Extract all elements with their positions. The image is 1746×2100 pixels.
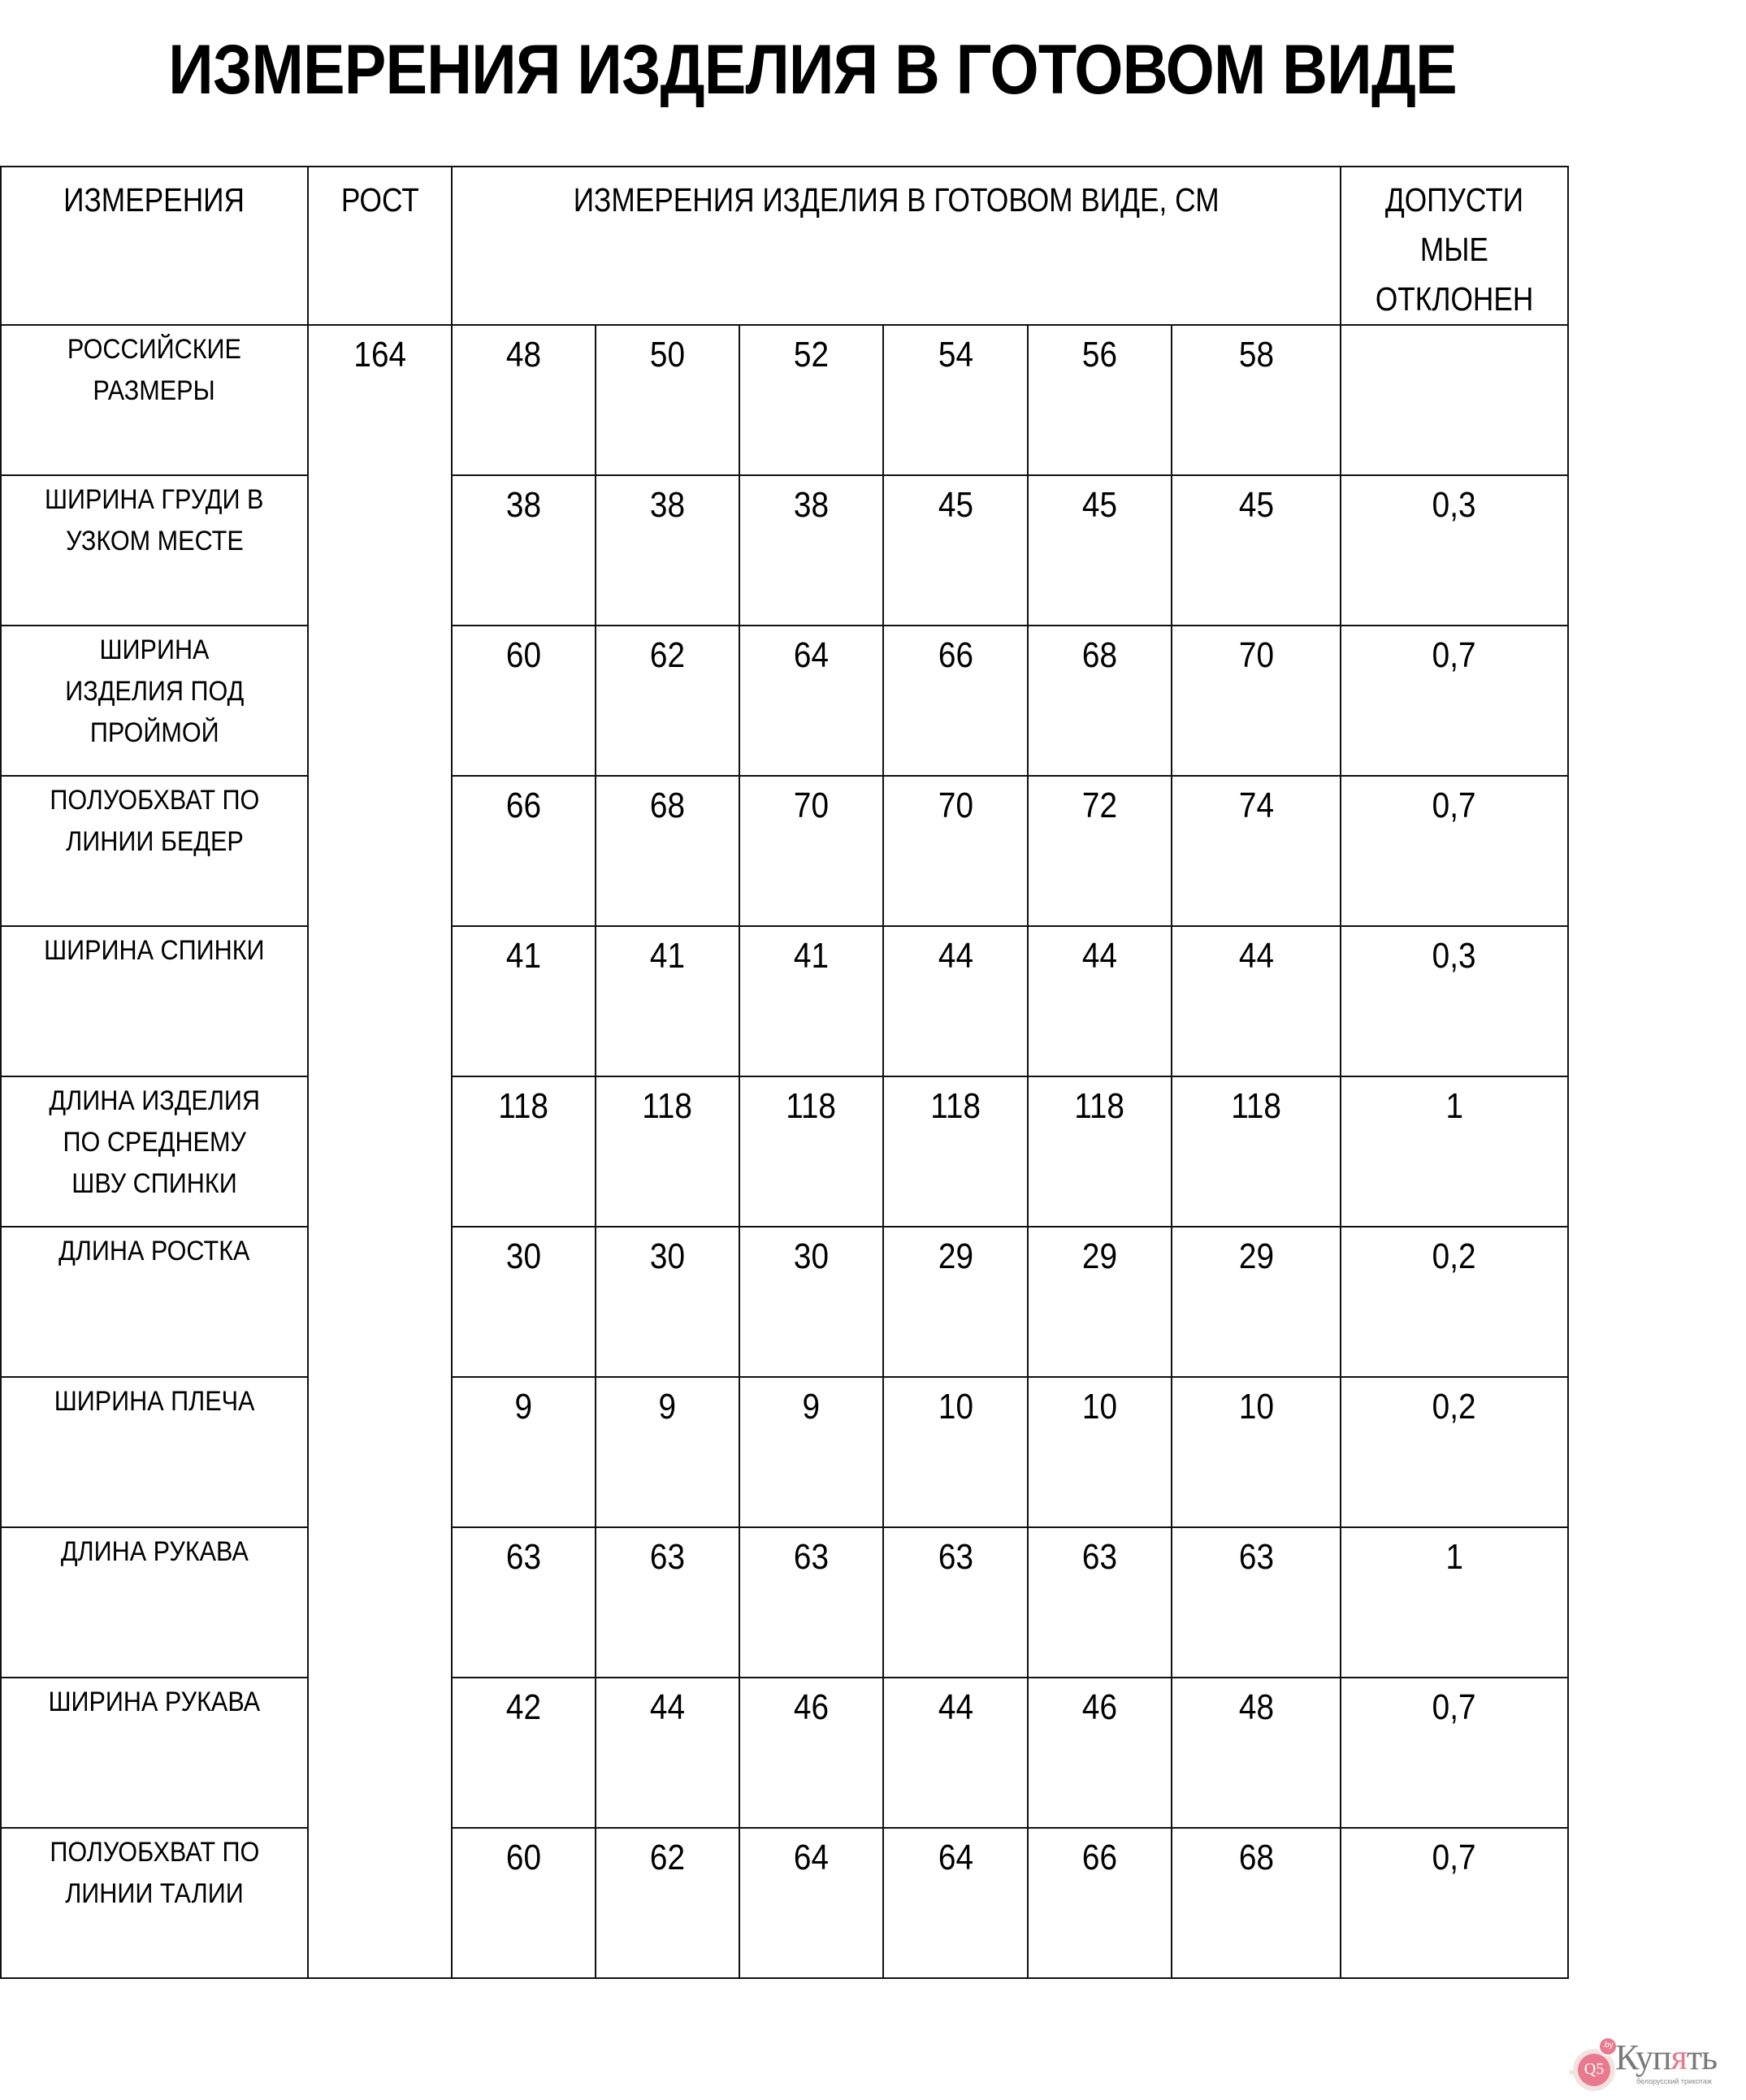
tolerance-value: 0,7 [1432,1838,1476,1877]
row-label [1,475,308,626]
tolerance-cell [1341,776,1568,926]
size-value: 10 [1238,1387,1274,1427]
size-value-cell [883,1377,1028,1527]
size-value-cell [452,626,596,776]
size-value: 70 [938,786,973,825]
header-height-text: РОСТ [340,181,419,219]
row-label-line: ИЗДЕЛИЯ ПОД [64,676,245,707]
size-value-cell [1172,776,1341,926]
row-label-line: ШВУ СПИНКИ [71,1168,237,1199]
size-value-cell [739,325,883,475]
size-value-cell [739,1527,883,1678]
tolerance-cell [1341,325,1568,475]
size-value: 38 [505,485,542,525]
size-value: 63 [649,1537,686,1577]
size-value: 64 [938,1838,973,1877]
header-tolerance-line: ОТКЛОНЕН [1375,280,1534,318]
size-value: 63 [1238,1537,1274,1577]
size-value: 68 [649,786,686,825]
size-value-cell [596,926,739,1076]
size-value: 10 [938,1387,973,1427]
size-value: 45 [938,485,973,525]
size-value: 54 [938,335,973,375]
size-value-cell [596,1227,739,1377]
size-value: 63 [505,1537,542,1577]
size-value: 45 [1081,485,1118,525]
table-row [1,926,1568,1076]
size-value-cell [452,1678,596,1828]
size-value: 48 [505,335,542,375]
size-value-cell [1028,1076,1172,1227]
size-value-cell [596,776,739,926]
size-value: 41 [505,936,542,976]
size-value-cell [883,1678,1028,1828]
header-tolerance [1341,167,1568,325]
page-title [81,31,1544,109]
tolerance-cell [1341,475,1568,626]
size-value-cell [452,776,596,926]
size-value: 9 [802,1387,821,1427]
header-height [308,167,452,325]
brand-logo [1568,2035,1739,2094]
size-value: 44 [649,1687,686,1727]
size-value-cell [883,626,1028,776]
size-value: 30 [793,1236,830,1276]
size-value-cell [1028,1678,1172,1828]
size-value-cell [1172,1678,1341,1828]
size-value-cell [739,1828,883,1978]
size-value-cell [452,1828,596,1978]
size-value-cell [1028,475,1172,626]
row-label-line: ДЛИНА РОСТКА [58,1236,250,1266]
logo-mark-text: Q5 [1584,2060,1605,2078]
size-value-cell [739,475,883,626]
size-value-cell [883,475,1028,626]
tolerance-cell [1341,1527,1568,1678]
tolerance-value: 0,3 [1432,485,1476,525]
row-label [1,1828,308,1978]
table-row [1,1527,1568,1678]
size-value: 118 [642,1086,693,1126]
tolerance-cell [1341,926,1568,1076]
row-label-line: ЛИНИИ БЕДЕР [65,826,244,857]
size-value-cell [452,475,596,626]
size-value-cell [739,1678,883,1828]
size-value-cell [1172,1227,1341,1377]
size-value: 46 [793,1687,830,1727]
table-row [1,776,1568,926]
tolerance-value: 0,7 [1432,786,1476,825]
size-value: 29 [1081,1236,1118,1276]
logo-word-start: Куп [1615,2037,1671,2077]
tolerance-value: 0,7 [1432,1687,1476,1727]
size-value-cell [596,325,739,475]
size-value: 41 [793,936,830,976]
size-value-cell [452,1377,596,1527]
size-value-cell [883,1828,1028,1978]
size-value-cell [739,626,883,776]
logo-word-accent: я [1670,2037,1687,2077]
logo-wordmark [1615,2038,1717,2077]
size-value-cell [883,1076,1028,1227]
size-value: 74 [1238,786,1274,825]
row-label-line: ЛИНИИ ТАЛИИ [65,1878,244,1909]
row-label [1,776,308,926]
size-value: 60 [505,1838,542,1877]
size-value: 118 [1074,1086,1125,1126]
tolerance-cell [1341,1678,1568,1828]
size-value: 56 [1081,335,1118,375]
size-value-cell [452,1076,596,1227]
size-value-cell [739,1076,883,1227]
table-row [1,1678,1568,1828]
size-value: 64 [793,1838,830,1877]
row-label [1,325,308,475]
tolerance-value: 1 [1445,1086,1463,1126]
size-value-cell [1028,626,1172,776]
size-value: 38 [649,485,686,525]
size-value-cell [1172,475,1341,626]
size-value: 30 [505,1236,542,1276]
size-value: 9 [514,1387,533,1427]
logo-tagline: белорусский трикотаж [1636,2077,1712,2085]
row-label-line: УЗКОМ МЕСТЕ [65,526,244,556]
size-value-cell [1028,1527,1172,1678]
header-tolerance-line: ДОПУСТИ [1384,181,1524,219]
tolerance-cell [1341,1076,1568,1227]
size-value-cell [596,1678,739,1828]
size-value-cell [883,776,1028,926]
header-measurements-text: ИЗМЕРЕНИЯ [63,181,245,219]
size-value-cell [452,1227,596,1377]
row-label-line: ДЛИНА ИЗДЕЛИЯ [49,1085,260,1116]
size-value: 46 [1081,1687,1118,1727]
size-value: 62 [649,635,686,675]
row-label-line: ДЛИНА РУКАВА [60,1536,249,1567]
size-value-cell [739,1227,883,1377]
size-value-cell [596,1076,739,1227]
size-value: 29 [938,1236,973,1276]
header-row [1,167,1568,325]
tolerance-value: 0,3 [1432,936,1476,976]
page-title-text: ИЗМЕРЕНИЯ ИЗДЕЛИЯ В ГОТОВОМ ВИДЕ [168,31,1457,109]
size-value-cell [1028,776,1172,926]
size-value-cell [1028,325,1172,475]
tolerance-value: 1 [1445,1537,1463,1577]
size-value: 63 [1081,1537,1118,1577]
table-row [1,475,1568,626]
row-label-line: ШИРИНА ГРУДИ В [45,484,264,515]
size-value: 66 [505,786,542,825]
size-value-cell [596,1527,739,1678]
row-label-line: РОССИЙСКИЕ [67,334,242,365]
measurements-table [0,166,1569,1979]
table-row [1,1076,1568,1227]
row-label [1,1527,308,1678]
size-value-cell [739,926,883,1076]
size-value-cell [596,1377,739,1527]
logo-badge-text: .by [1602,2041,1614,2050]
size-value-cell [1028,926,1172,1076]
size-value-cell [596,1828,739,1978]
header-tolerance-line: МЫЕ [1419,231,1489,268]
row-label [1,926,308,1076]
size-value: 44 [1238,936,1274,976]
tolerance-value: 0,7 [1432,635,1476,675]
size-value-cell [883,1227,1028,1377]
table-row [1,1828,1568,1978]
size-value-cell [452,325,596,475]
row-label-line: ПОЛУОБХВАТ ПО [50,785,259,816]
size-value-cell [1172,325,1341,475]
size-value-cell [1172,1076,1341,1227]
size-value: 52 [793,335,830,375]
header-product-measurements-text: ИЗМЕРЕНИЯ ИЗДЕЛИЯ В ГОТОВОМ ВИДЕ, СМ [573,181,1220,219]
size-value-cell [883,325,1028,475]
tolerance-cell [1341,1227,1568,1377]
size-value: 9 [658,1387,677,1427]
size-value: 44 [938,936,973,976]
size-value-cell [1028,1377,1172,1527]
size-value-cell [596,475,739,626]
size-value: 62 [649,1838,686,1877]
logo-word-end: ть [1686,2037,1718,2077]
row-label-line: РАЗМЕРЫ [93,375,216,406]
row-label [1,1377,308,1527]
size-value-cell [1172,1527,1341,1678]
size-value: 66 [1081,1838,1118,1877]
row-label-line: ШИРИНА СПИНКИ [44,935,265,966]
table-row [1,325,1568,475]
size-value: 72 [1081,786,1118,825]
row-label [1,1076,308,1227]
size-value: 44 [1081,936,1118,976]
row-label-line: ШИРИНА РУКАВА [48,1686,261,1717]
size-value-cell [1028,1828,1172,1978]
size-value: 41 [649,936,686,976]
size-value-cell [596,626,739,776]
table-row [1,1227,1568,1377]
size-value: 118 [1231,1086,1281,1126]
size-value: 68 [1238,1838,1274,1877]
tolerance-cell [1341,1377,1568,1527]
tolerance-cell [1341,626,1568,776]
header-measurements [1,167,308,325]
size-value: 68 [1081,635,1118,675]
size-value: 118 [786,1086,837,1126]
size-value: 118 [498,1086,549,1126]
size-value-cell [739,776,883,926]
tolerance-cell [1341,1828,1568,1978]
size-value-cell [883,1527,1028,1678]
size-value: 66 [938,635,973,675]
size-value: 50 [649,335,686,375]
size-value: 29 [1238,1236,1274,1276]
size-value: 70 [793,786,830,825]
size-value-cell [883,926,1028,1076]
size-value-cell [739,1377,883,1527]
size-value-cell [1028,1227,1172,1377]
size-value: 45 [1238,485,1274,525]
table-row [1,626,1568,776]
row-label [1,1678,308,1828]
size-value-cell [452,926,596,1076]
size-value: 48 [1238,1687,1274,1727]
row-label-line: ШИРИНА [99,634,210,665]
tolerance-value: 0,2 [1432,1387,1476,1427]
size-value: 64 [793,635,830,675]
size-value-cell [1172,626,1341,776]
size-value-cell [1172,1828,1341,1978]
height-cell [308,325,452,1978]
size-value: 118 [930,1086,981,1126]
table-row [1,1377,1568,1527]
size-value: 63 [938,1537,973,1577]
size-value: 30 [649,1236,686,1276]
row-label [1,1227,308,1377]
row-label-line: ШИРИНА ПЛЕЧА [54,1386,255,1417]
size-value-cell [452,1527,596,1678]
row-label-line: ПРОЙМОЙ [89,717,219,748]
row-label-line: ПОЛУОБХВАТ ПО [50,1837,259,1868]
size-value: 42 [505,1687,542,1727]
size-value: 70 [1238,635,1274,675]
row-label [1,626,308,776]
size-value-cell [1172,926,1341,1076]
size-value: 38 [793,485,830,525]
size-value: 60 [505,635,542,675]
height-value: 164 [353,335,406,375]
size-value-cell [1172,1377,1341,1527]
size-value: 44 [938,1687,973,1727]
size-value: 63 [793,1537,830,1577]
tolerance-value: 0,2 [1432,1236,1476,1276]
row-label-line: ПО СРЕДНЕМУ [63,1127,246,1158]
header-product-measurements [452,167,1341,325]
size-value: 58 [1238,335,1274,375]
size-value: 10 [1081,1387,1118,1427]
